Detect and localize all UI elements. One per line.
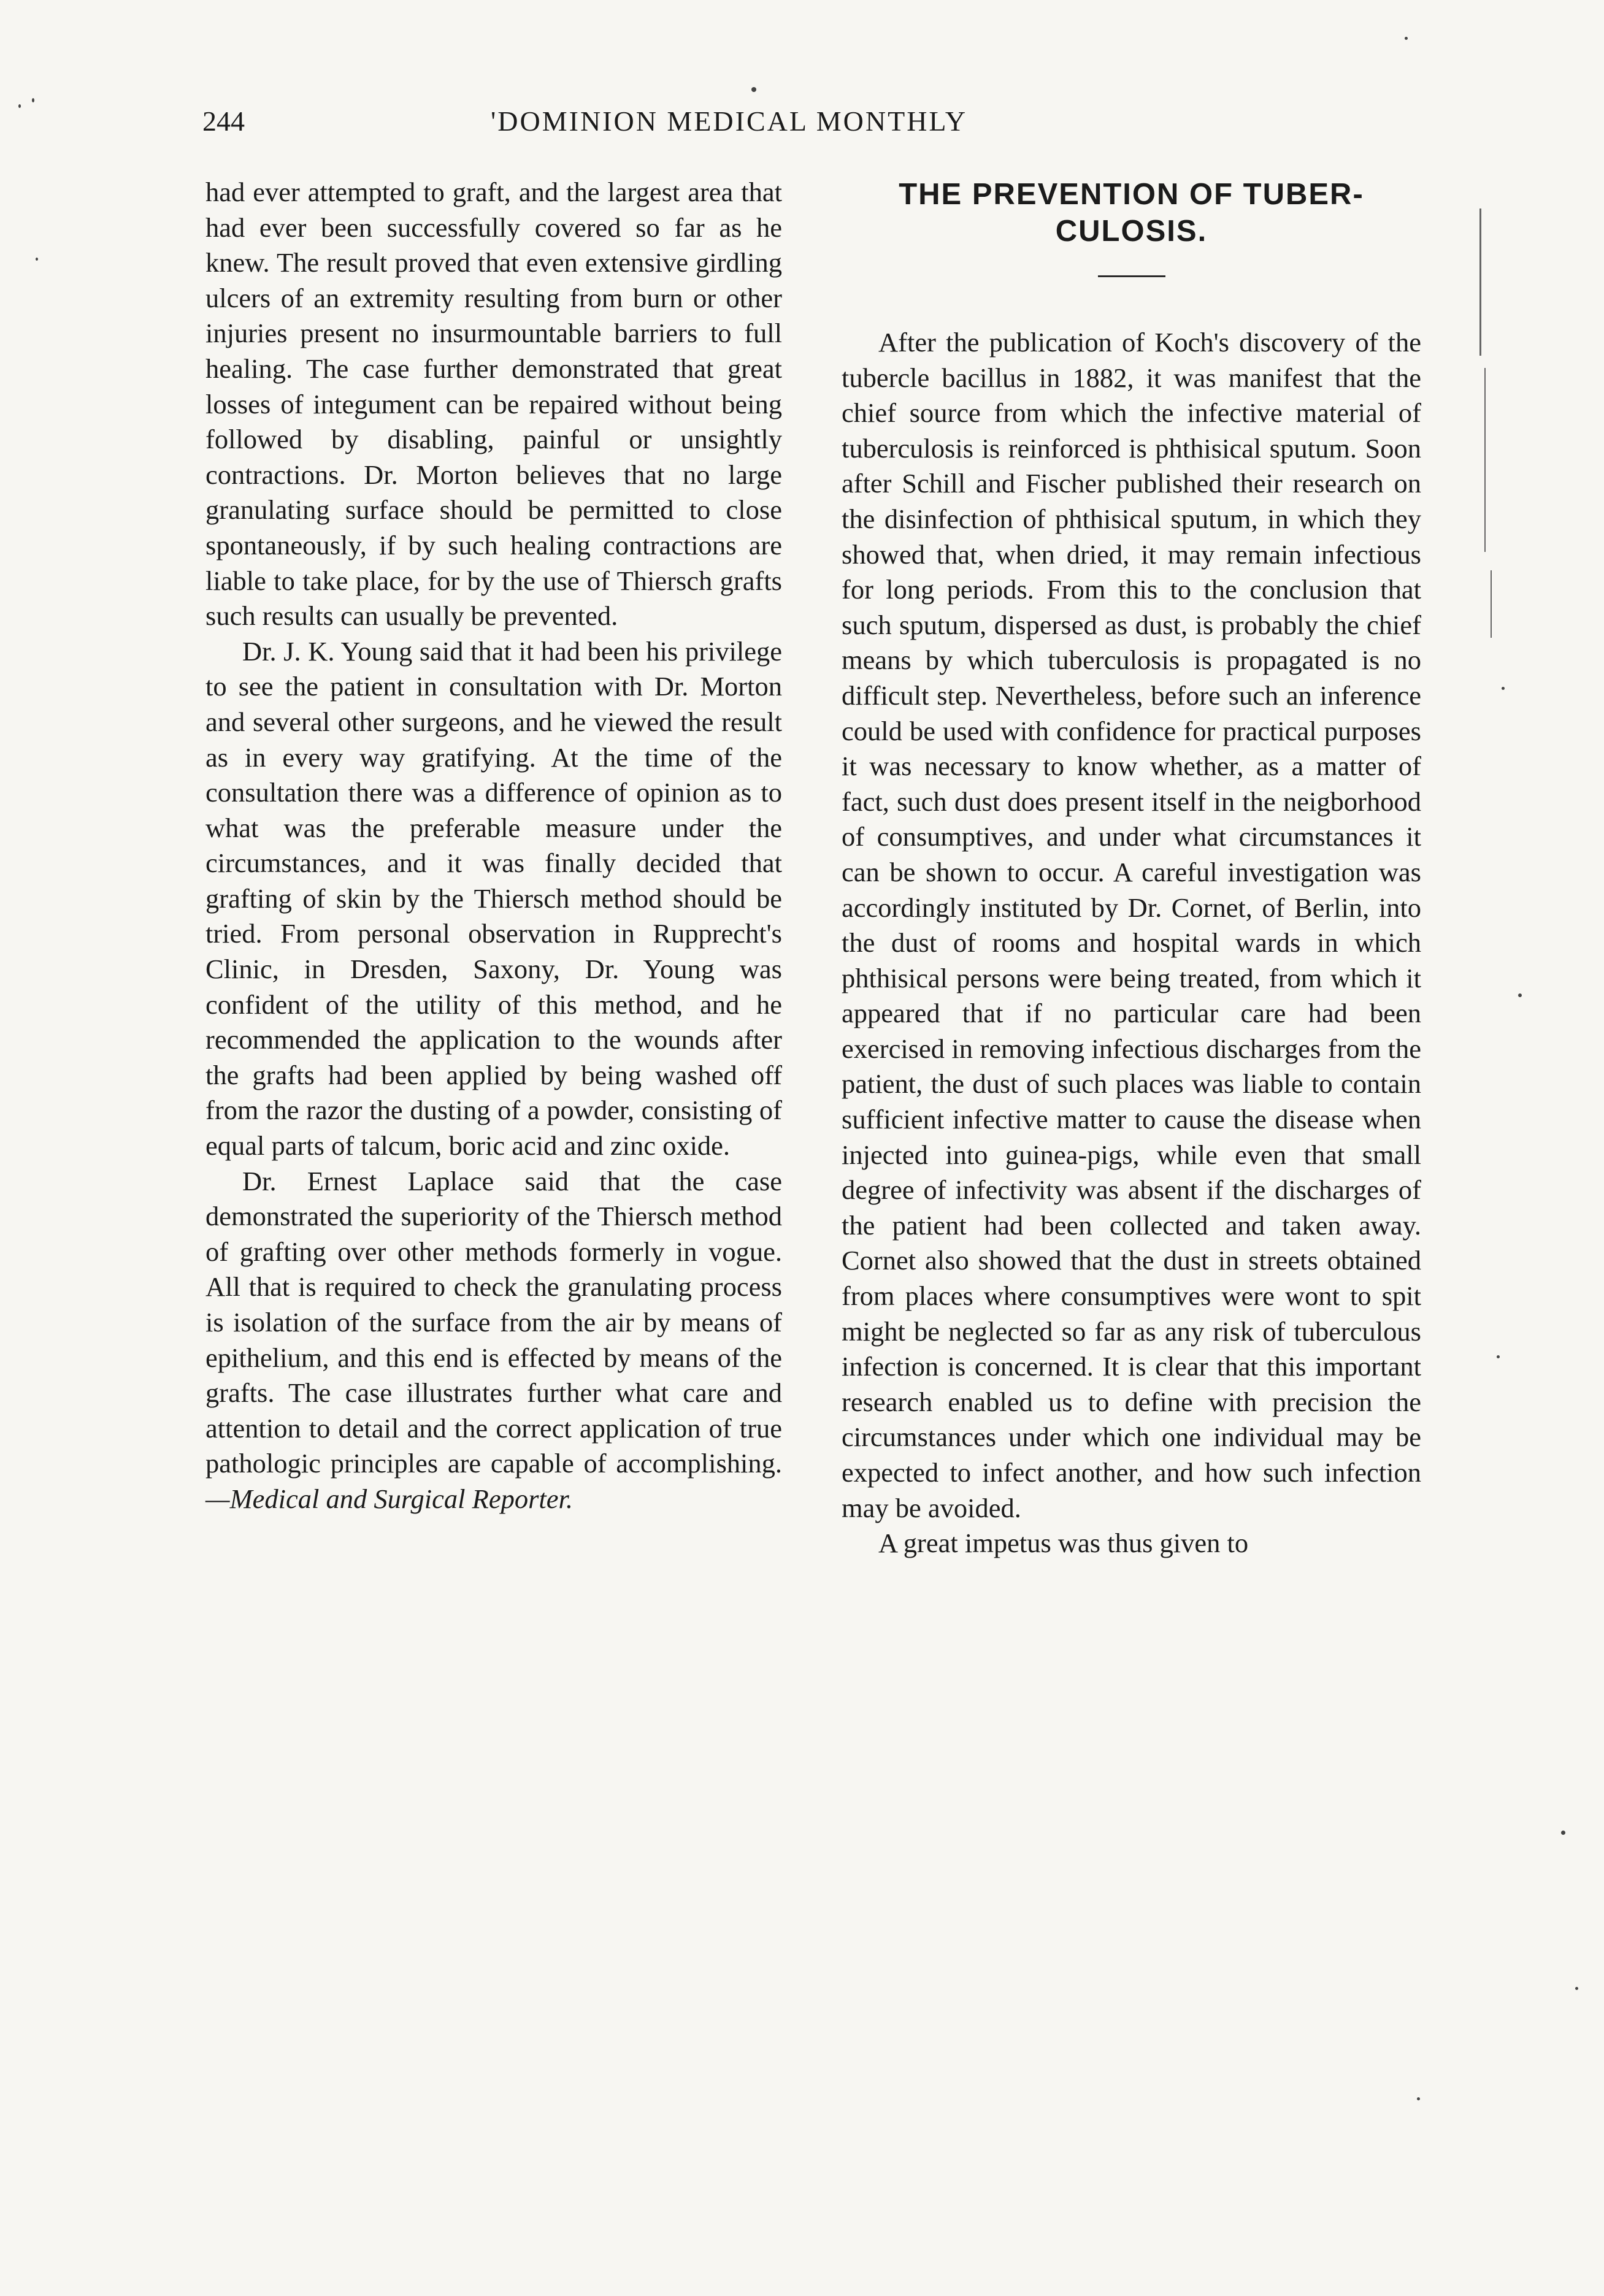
- article-title: [842, 175, 1421, 250]
- scan-speck: [1575, 1987, 1578, 1990]
- scan-speck: [751, 87, 756, 92]
- scan-edge-line: [1479, 209, 1481, 356]
- article-title-line-1: THE PREVENTION OF TUBER-: [899, 178, 1364, 211]
- laplace-text: Dr. Ernest Laplace said that the case demonstrated the superiority of the Thiersch method of grafting over other methods formerly in vogue. All that is required to check the granulating process is isolation of the surface from the air by means of epithelium, and this end is effected by means of the grafts. The case illustrates further what care and attention to detail and the correct application of true pathologic principles are capable of accomplishing.: [205, 1165, 782, 1479]
- page-number: 244: [202, 105, 245, 137]
- scan-speck: [32, 98, 34, 102]
- right-column: [842, 175, 1421, 1561]
- scan-speck: [36, 258, 38, 261]
- article-title-line-2: CULOSIS.: [1055, 215, 1208, 248]
- scan-edge-line: [1491, 570, 1492, 638]
- title-divider: [1098, 275, 1165, 277]
- right-paragraph-koch: After the publication of Koch's discovery of the tubercle bacillus in 1882, it was manifest that the chief source from which the infective material of tuberculosis is reinforced is phthisical sputum. Soon after Schill and Fischer published their research on the disinfection of phthisical sputum, in which they showed that, when dried, it may remain infectious for long periods. From this to the conclusion that such sputum, dispersed as dust, is probably the chief means by which tuberculosis is propagated is no difficult step. Nevertheless, before such an inference could be used with confidence for practical purposes it was necessary to know whether, as a matter of fact, such dust does present itself in the neigborhood of consumptives, and under what circumstances it can be shown to occur. A careful investigation was accordingly instituted by Dr. Cornet, of Berlin, into the dust of rooms and hospital wards in which phthisical persons were being treated, from which it appeared that if no particular care had been exercised in removing infectious discharges from the patient, the dust of such places was liable to contain sufficient infective matter to cause the disease when injected into guinea-pigs, while even that small degree of infectivity was absent if the discharges of the patient had been collected and taken away. Cornet also showed that the dust in streets obtained from places where consumptives were wont to spit might be neglected so far as any risk of tuberculous infection is concerned. It is clear that this important research enabled us to define with precision the circumstances under which one individual may be expected to infect another, and how such infection may be avoided.: [842, 327, 1421, 1523]
- right-paragraph-impetus: A great impetus was thus given to: [878, 1528, 1249, 1559]
- left-column: [205, 175, 782, 1517]
- scan-speck: [1417, 2097, 1420, 2100]
- scan-speck: [1518, 993, 1522, 997]
- running-head: 'DOMINION MEDICAL MONTHLY: [491, 105, 968, 137]
- scan-speck: [1497, 1355, 1500, 1358]
- left-paragraph-laplace: [205, 1164, 782, 1517]
- left-paragraph-young: Dr. J. K. Young said that it had been his privilege to see the patient in consultation with Dr. Morton and several other surgeons, and he viewed the result as in every way gratifying. At the time of the consultation there was a difference of opinion as to what was the preferable measure under the circumstances, and it was finally decided that grafting of skin by the Thiersch method should be tried. From personal observation in Rupprecht's Clinic, in Dresden, Saxony, Dr. Young was confident of the utility of this method, and he recommended the application to the wounds after the grafts had been applied by being washed off from the razor the dusting of a powder, consisting of equal parts of talcum, boric acid and zinc oxide.: [205, 635, 782, 1161]
- left-paragraph-continuation: had ever attempted to graft, and the largest area that had ever been successfully covered so far as he knew. The result proved that even extensive girdling ulcers of an extremity resulting from burn or other injuries present no insurmountable barriers to full healing. The case further demonstrated that great losses of integument can be repaired without being followed by disabling, painful or unsightly contractions. Dr. Morton believes that no large granulating surface should be permitted to close spontaneously, if by such healing contractions are liable to take place, for by the use of Thiersch grafts such results can usually be prevented.: [205, 177, 782, 632]
- scan-speck: [1502, 687, 1505, 690]
- scan-edge-line: [1484, 368, 1486, 552]
- scan-speck: [1561, 1831, 1565, 1835]
- citation-source: —Medical and Surgical Reporter.: [205, 1483, 574, 1514]
- scan-speck: [18, 104, 21, 108]
- scan-speck: [1405, 37, 1408, 40]
